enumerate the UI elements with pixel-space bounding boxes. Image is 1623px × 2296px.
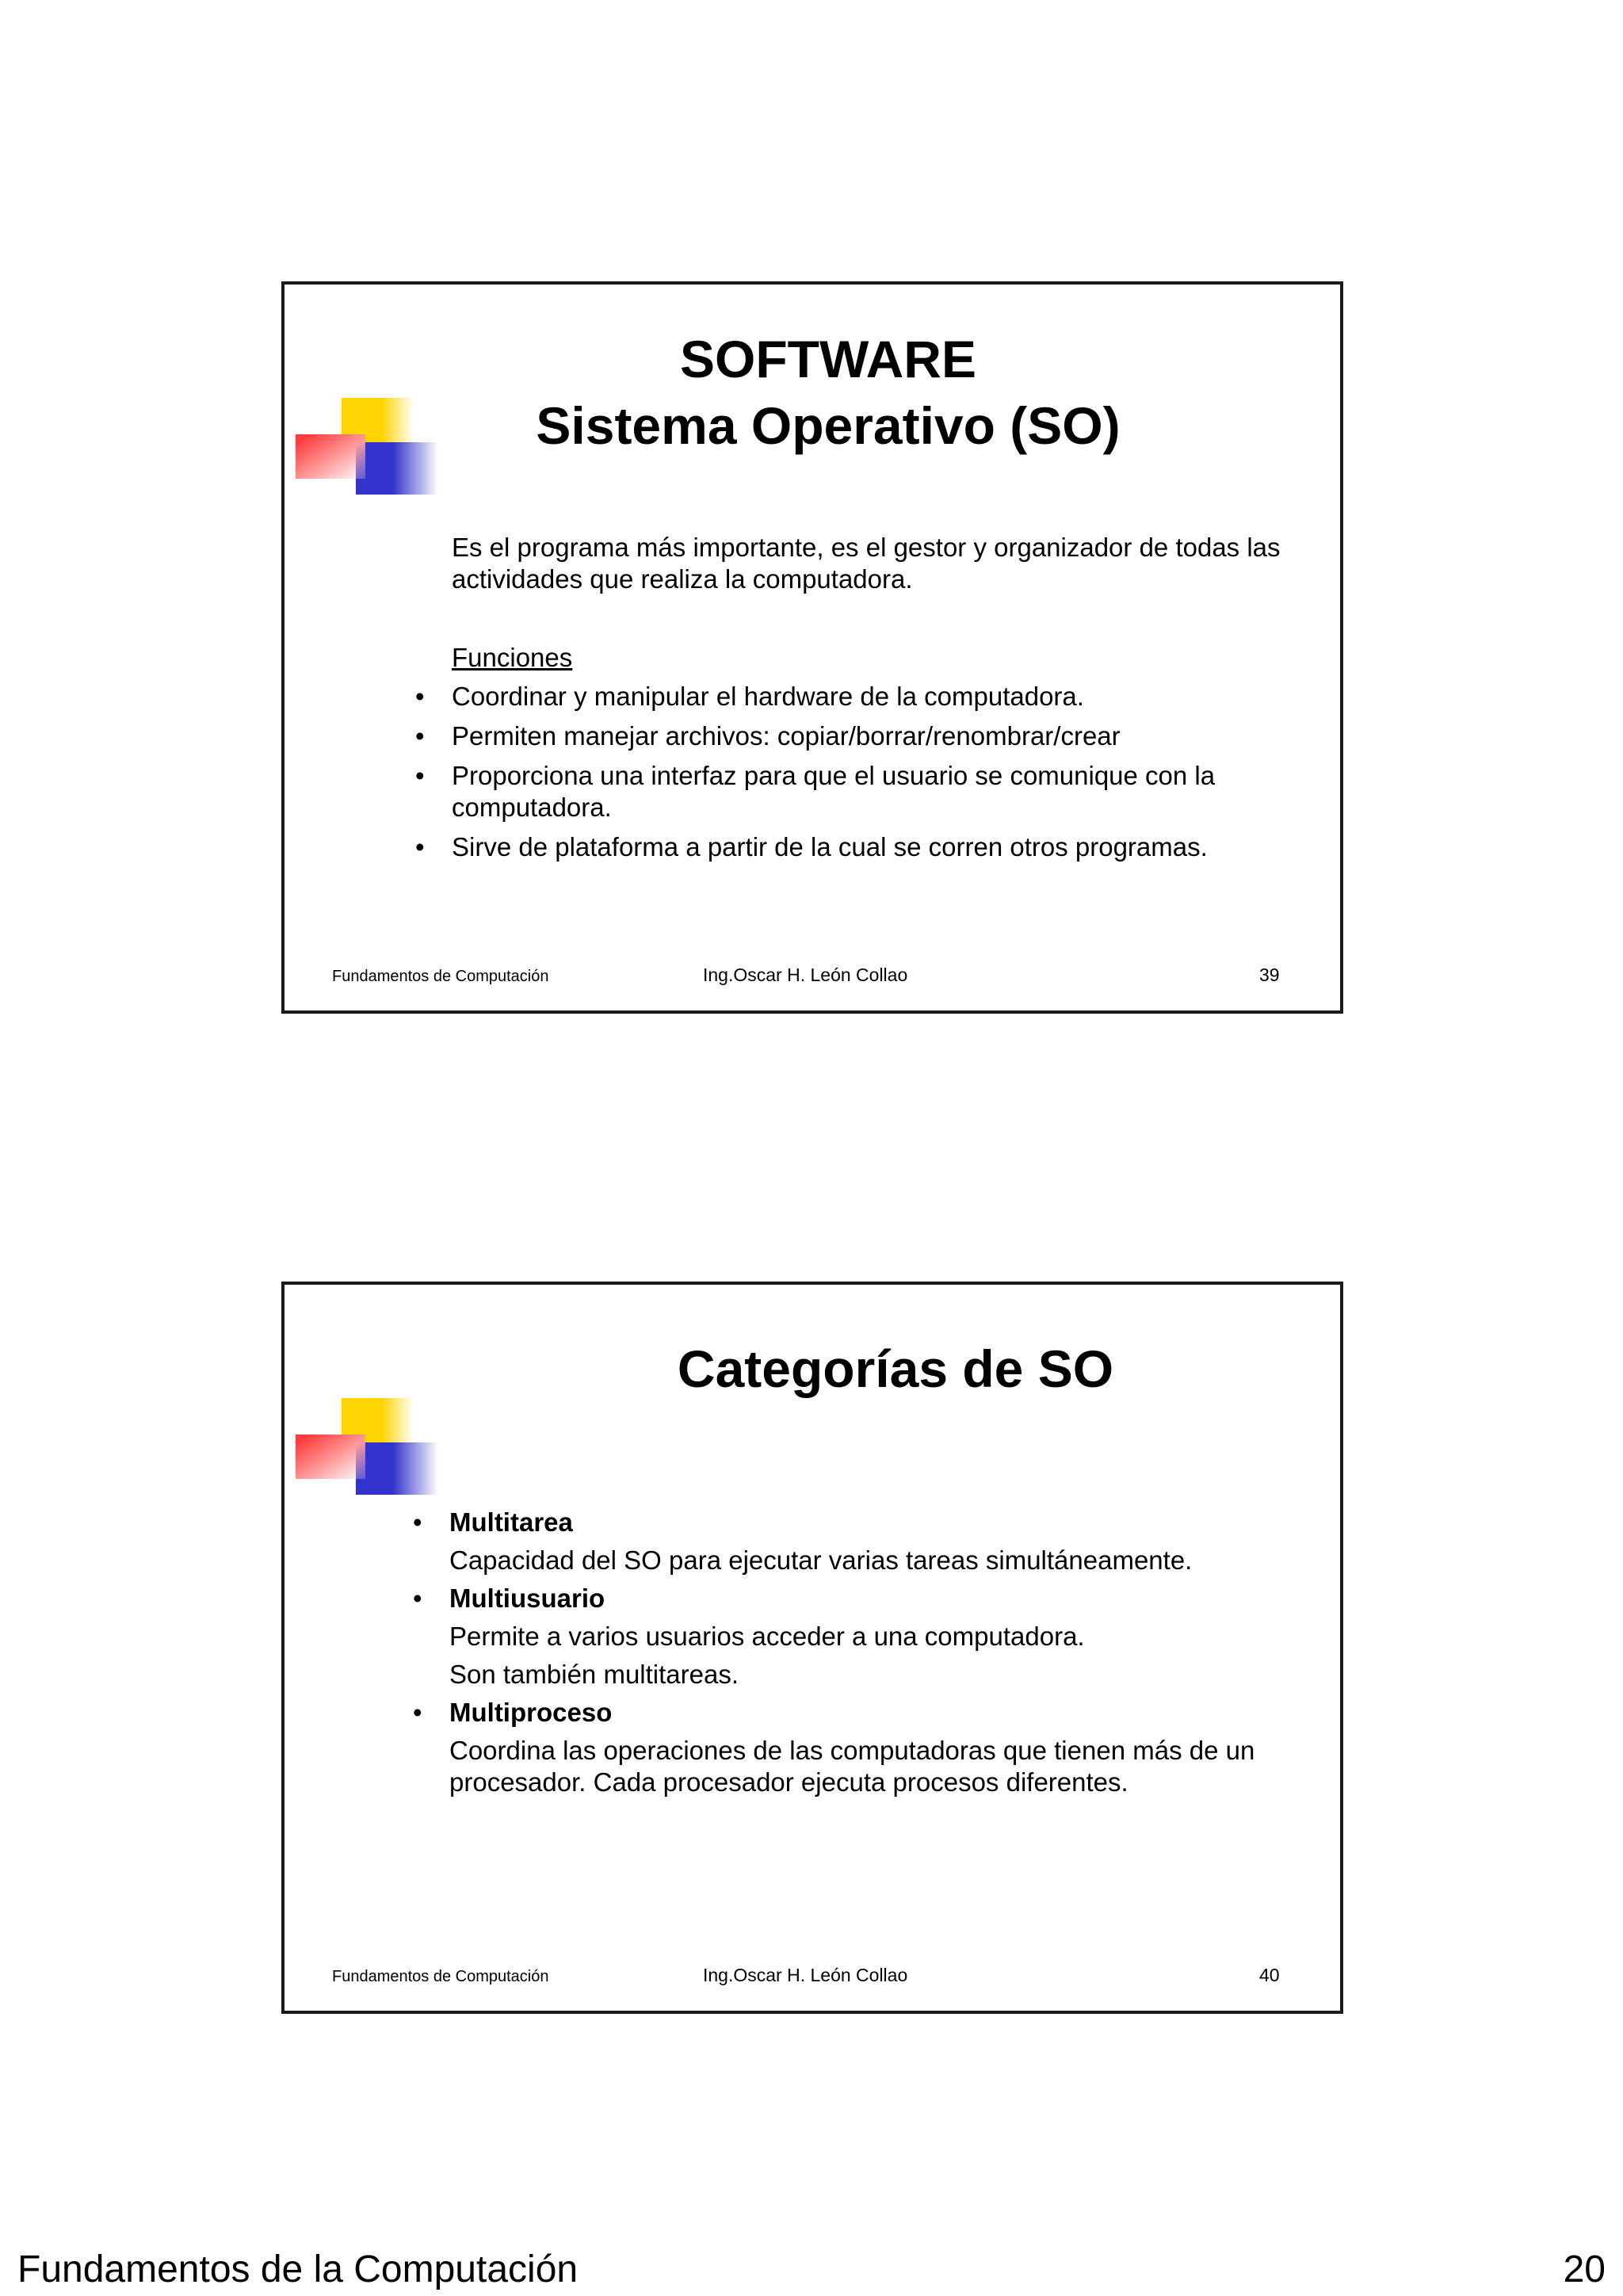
list-item: [415, 681, 1316, 712]
bullet-icon: •: [413, 1698, 422, 1727]
slide-footer-course: Fundamentos de Computación: [332, 1968, 549, 1985]
functions-heading: Funciones: [452, 643, 573, 672]
list-item: [413, 1507, 1321, 1576]
category-name: Multitarea: [449, 1507, 573, 1537]
category-name: Multiusuario: [449, 1584, 605, 1613]
list-item-text: Coordinar y manipular el hardware de la computadora.: [452, 682, 1084, 711]
category-description: Permite a varios usuarios acceder a una computadora.: [449, 1622, 1085, 1651]
category-description: Son también multitareas.: [449, 1660, 739, 1689]
slide-footer-author: Ing.Oscar H. León Collao: [703, 965, 908, 985]
blue-square: [356, 1442, 438, 1495]
red-square: [296, 1435, 365, 1479]
category-description: Coordina las operaciones de las computadoras que tienen más de un procesador. Cada procesador ejecuta procesos diferentes.: [449, 1736, 1255, 1797]
list-item: [413, 1697, 1321, 1798]
bullet-icon: •: [413, 1507, 422, 1537]
bullet-icon: •: [415, 682, 425, 711]
functions-list: [415, 681, 1316, 871]
list-item-text: Sirve de plataforma a partir de la cual se corren otros programas.: [452, 832, 1208, 861]
red-square: [296, 434, 365, 479]
slide-title-line1: SOFTWARE: [680, 330, 976, 388]
slide-number: 40: [1259, 1965, 1280, 1985]
page-number: 20: [1563, 2248, 1606, 2290]
bullet-icon: •: [415, 761, 425, 790]
decorative-squares-icon: [296, 1398, 430, 1501]
list-item-text: Proporciona una interfaz para que el usuario se comunique con la computadora.: [452, 761, 1216, 822]
slide-number: 39: [1259, 965, 1280, 985]
blue-square: [356, 442, 438, 495]
slide-40: [281, 1282, 1343, 2014]
page-footer-title: Fundamentos de la Computación: [17, 2248, 579, 2290]
categories-list: [413, 1507, 1321, 1805]
decorative-squares-icon: [296, 398, 430, 501]
intro-paragraph: Es el programa más importante, es el gestor y organizador de todas las actividades que realiza la computadora.: [452, 533, 1281, 594]
list-item: [415, 831, 1316, 863]
slide-footer-author: Ing.Oscar H. León Collao: [703, 1965, 908, 1985]
bullet-icon: •: [415, 832, 425, 861]
list-item: [413, 1583, 1321, 1690]
slide-title: [514, 326, 1142, 459]
list-item: [415, 760, 1316, 823]
slide-39: [281, 281, 1343, 1014]
slide-title: Categorías de SO: [677, 1339, 1114, 1398]
list-item-text: Permiten manejar archivos: copiar/borrar/renombrar/crear: [452, 721, 1121, 751]
category-description: Capacidad del SO para ejecutar varias tareas simultáneamente.: [449, 1545, 1193, 1575]
category-name: Multiproceso: [449, 1698, 613, 1727]
list-item: [415, 720, 1316, 752]
bullet-icon: •: [415, 721, 425, 751]
slide-footer-course: Fundamentos de Computación: [332, 968, 549, 985]
slide-title-line2: Sistema Operativo (SO): [536, 396, 1121, 455]
bullet-icon: •: [413, 1584, 422, 1613]
